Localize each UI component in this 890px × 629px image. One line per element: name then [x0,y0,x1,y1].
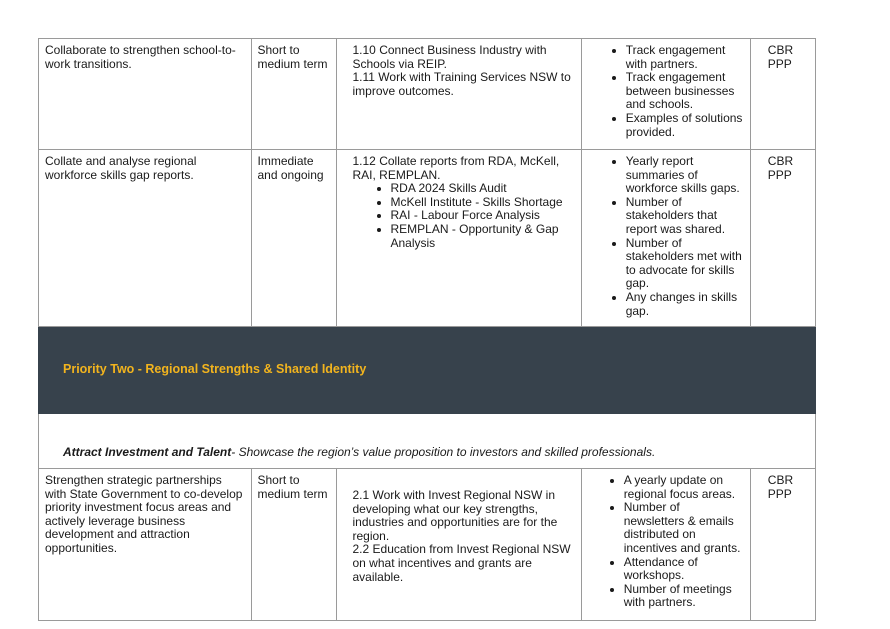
list-item: • Attendance of workshops. [624,556,744,583]
objective-description: - Showcase the region’s value proposition to investors and skilled professionals. [231,445,656,460]
timeframe-cell: Short to medium term [251,469,336,621]
action-cell: Collaborate to strengthen school-to-work transitions. [39,39,252,150]
list-item: • RAI - Labour Force Analysis [391,209,575,223]
objective-label: Attract Investment and Talent [63,445,232,460]
strategies-cell [336,150,581,327]
strategies-cell [336,469,581,621]
sub-list [353,182,575,250]
objective-row [39,414,816,469]
action-cell: Collate and analyse regional workforce skills gap reports. [39,150,252,327]
outcomes-cell [581,39,750,150]
list-item: • A yearly update on regional focus areas. [624,474,744,501]
list-item: • Number of meetings with partners. [624,583,744,610]
list-item: • RDA 2024 Skills Audit [391,182,575,196]
strategy-text: 2.1 Work with Invest Regional NSW in developing what our key strengths, industries and opportunities are for the region. [352,488,558,543]
list-item: • Number of newsletters & emails distributed on incentives and grants. [624,501,744,555]
list-item: • Yearly report summaries of workforce skills gaps. [626,155,744,196]
list-item: • Any changes in skills gap. [626,291,744,318]
table-row [39,39,816,150]
partners-cell [750,39,815,150]
priority-title: Priority Two - Regional Strengths & Shared Identity [63,362,367,377]
strategy-text: 2.2 Education from Invest Regional NSW on what incentives and grants are available. [352,542,571,584]
list-item: • McKell Institute - Skills Shortage [391,196,575,210]
table-row [39,469,816,621]
outcomes-list [588,474,744,610]
strategy-text: 1.12 Collate reports from RDA, McKell, RAI, REMPLAN. [352,154,560,182]
outcomes-list [588,155,744,318]
strategy-text: 1.11 Work with Training Services NSW to improve outcomes. [352,70,571,98]
action-cell: Strengthen strategic partnerships with State Government to co-develop priority investment focus areas and actively leverage business development and attraction opportunities. [39,469,252,621]
list-item: • Track engagement with partners. [626,44,744,71]
partners-text: CBR PPP [767,473,794,501]
list-item: • Number of stakeholders met with to advocate for skills gap. [626,237,744,291]
priority-banner [39,327,816,414]
strategies-cell [336,39,581,150]
outcomes-list [588,44,744,139]
timeframe-cell: Short to medium term [251,39,336,150]
partners-text: CBR PPP [767,43,794,71]
partners-text: CBR PPP [767,154,794,182]
action-plan-table [38,38,816,621]
outcomes-cell [581,469,750,621]
list-item: • Number of stakeholders that report was shared. [626,196,744,237]
partners-cell [750,150,815,327]
outcomes-cell [581,150,750,327]
strategy-text: 1.10 Connect Business Industry with Schools via REIP. [352,43,547,71]
list-item: • REMPLAN - Opportunity & Gap Analysis [391,223,575,250]
timeframe-cell: Immediate and ongoing [251,150,336,327]
list-item: • Track engagement between businesses and schools. [626,71,744,112]
partners-cell [750,469,815,621]
list-item: • Examples of solutions provided. [626,112,744,139]
table-row [39,150,816,327]
